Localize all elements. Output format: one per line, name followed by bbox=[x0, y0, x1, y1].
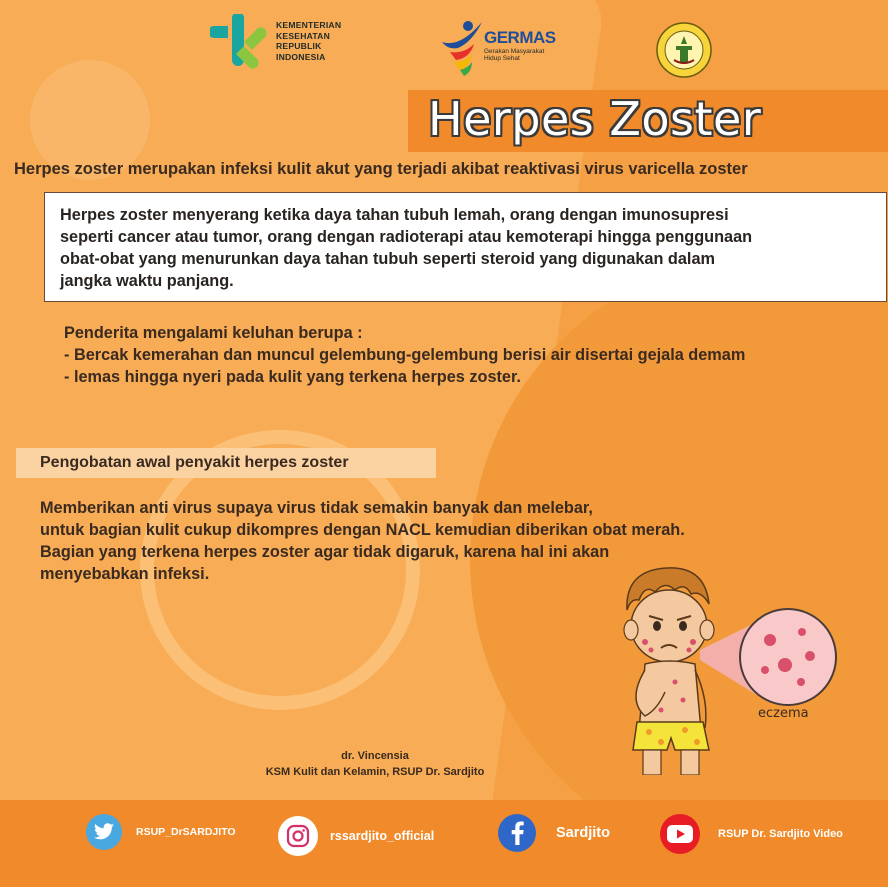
symptoms-section bbox=[64, 322, 884, 388]
youtube-channel: RSUP Dr. Sardjito Video bbox=[718, 828, 843, 840]
social-footer bbox=[0, 800, 888, 887]
symptoms-heading: Penderita mengalami keluhan berupa : bbox=[64, 324, 363, 342]
kemenkes-logo-text: KEMENTERIAN KESEHATAN REPUBLIK INDONESIA bbox=[276, 20, 342, 62]
youtube-link[interactable] bbox=[660, 814, 843, 854]
intro-text: Herpes zoster merupakan infeksi kulit akut yang terjadi akibat reaktivasi virus varicella zoster bbox=[14, 160, 748, 178]
instagram-link[interactable] bbox=[278, 816, 434, 856]
facebook-handle: Sardjito bbox=[556, 825, 610, 841]
author-credit bbox=[250, 748, 500, 780]
university-seal-icon bbox=[656, 22, 712, 78]
symptom-item: - lemas hingga nyeri pada kulit yang terkena herpes zoster. bbox=[64, 368, 521, 386]
germas-title: GERMAS bbox=[484, 28, 556, 47]
treatment-heading: Pengobatan awal penyakit herpes zoster bbox=[40, 454, 349, 471]
twitter-handle: RSUP_DrSARDJITO bbox=[136, 826, 236, 838]
facebook-link[interactable] bbox=[498, 814, 610, 852]
instagram-handle: rssardjito_official bbox=[330, 829, 435, 843]
twitter-link[interactable] bbox=[86, 814, 236, 850]
germas-logo bbox=[440, 18, 570, 78]
germas-figure-icon bbox=[440, 18, 484, 76]
instagram-icon bbox=[278, 816, 318, 856]
germas-subtitle: Gerakan Masyarakat Hidup Sehat bbox=[484, 48, 545, 62]
kemenkes-mark-icon bbox=[210, 14, 268, 72]
eczema-label: eczema bbox=[758, 706, 809, 721]
facebook-icon bbox=[498, 814, 536, 852]
kemenkes-logo bbox=[210, 14, 360, 72]
page-title: Herpes Zoster bbox=[428, 92, 762, 146]
child-with-rash-illustration bbox=[605, 560, 855, 775]
author-affiliation: KSM Kulit dan Kelamin, RSUP Dr. Sardjito bbox=[265, 766, 485, 778]
symptom-item: - Bercak kemerahan dan muncul gelembung-gelembung berisi air disertai gejala demam bbox=[64, 346, 746, 364]
youtube-icon bbox=[660, 814, 700, 854]
info-box-text: Herpes zoster menyerang ketika daya tahan tubuh lemah, orang dengan imunosupresi seperti cancer atau tumor, orang dengan radioterapi atau kemoterapi hingga penggunaan obat-obat yang menurunkan daya tahan tubuh seperti steroid yang digunakan dalam jangka waktu panjang. bbox=[60, 206, 753, 290]
author-name: dr. Vincensia bbox=[341, 750, 409, 762]
twitter-icon bbox=[86, 814, 122, 850]
treatment-text: Memberikan anti virus supaya virus tidak semakin banyak dan melebar, untuk bagian kulit cukup dikompres dengan NACL kemudian diberikan obat merah. Bagian yang terkena herpes zoster agar tidak digaruk, karena hal ini akan menyebabkan infeksi. bbox=[40, 499, 685, 583]
